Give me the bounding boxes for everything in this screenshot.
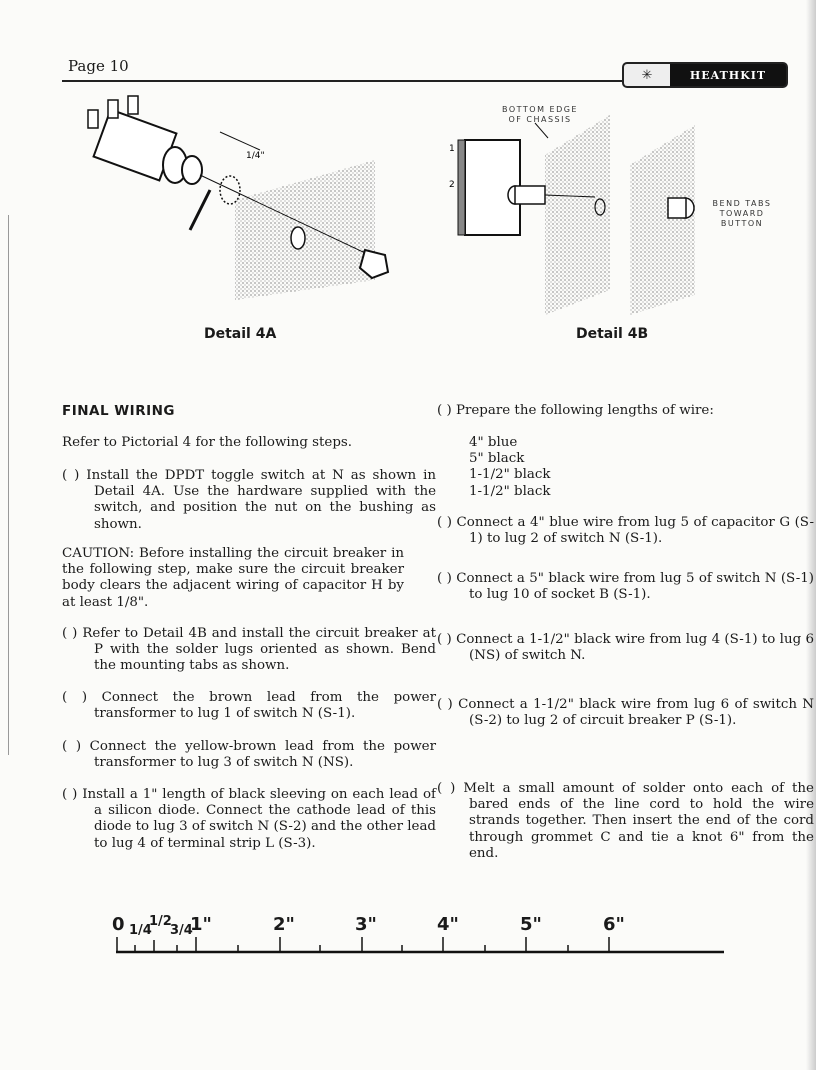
step-prepare-wires: ( ) Prepare the following lengths of wire: — [437, 403, 714, 418]
section-heading: FINAL WIRING — [62, 403, 176, 419]
bend-tabs-label: BEND TABS TOWARD BUTTON — [712, 199, 772, 228]
ruler-label-6: 6" — [603, 914, 625, 935]
step-1-5in-black-wire-b: ( ) Connect a 1-1/2" black wire from lug 6 of switch N (S-2) to lug 2 of circuit breaker P (S-1). — [437, 697, 814, 729]
intro-text: Refer to Pictorial 4 for the following steps. — [62, 435, 353, 450]
step-yellow-brown-lead: ( ) Connect the yellow-brown lead from the power transformer to lug 3 of switch N (NS). — [62, 739, 436, 771]
inch-ruler — [100, 935, 740, 955]
caution-note: CAUTION: Before installing the circuit breaker in the following step, make sure the circuit breaker body clears the adjacent wiring of capacitor H by at least 1/8". — [62, 546, 404, 610]
wire-item: 5" black — [469, 451, 525, 467]
ruler-fraction: 1/4 — [129, 923, 152, 938]
detail-4b-caption: Detail 4B — [576, 326, 649, 342]
panel-shape — [235, 160, 375, 300]
bottom-edge-label: BOTTOM EDGE OF CHASSIS — [502, 105, 578, 124]
step-install-toggle: ( ) Install the DPDT toggle switch at N as shown in Detail 4A. Use the hardware supplied with the switch, and position the nut on the bushing as shown. — [62, 468, 436, 532]
ruler-ticks — [117, 937, 609, 952]
logo-emblem-icon: ✳ — [624, 64, 670, 86]
lug-1-label: 1 — [449, 144, 455, 154]
header-rule — [62, 80, 622, 82]
heathkit-logo — [622, 62, 788, 88]
step-1-5in-black-wire-a: ( ) Connect a 1-1/2" black wire from lug 4 (S-1) to lug 6 (NS) of switch N. — [437, 632, 814, 664]
detail-4a-illustration — [70, 90, 400, 310]
dimension-label: 1/4" — [246, 151, 265, 161]
wire-item: 1-1/2" black — [469, 467, 551, 483]
step-blue-wire: ( ) Connect a 4" blue wire from lug 5 of capacitor G (S-1) to lug 2 of switch N (S-1). — [437, 515, 814, 547]
scan-binding-edge — [0, 215, 9, 755]
wire-item: 4" blue — [469, 435, 518, 450]
step-5in-black-wire: ( ) Connect a 5" black wire from lug 5 of switch N (S-1) to lug 10 of socket B (S-1). — [437, 571, 814, 603]
ruler-label-0: 0 — [112, 914, 125, 935]
logo-text: HEATHKIT — [689, 68, 767, 82]
ruler-label-3: 3" — [355, 914, 377, 935]
wire-item: 1-1/2" black — [469, 483, 551, 499]
step-line-cord: ( ) Melt a small amount of solder onto each of the bared ends of the line cord to hold the wire strands together. Then insert the end of the cord through grommet C and tie a knot 6" from the end. — [437, 781, 814, 861]
wire-list — [469, 435, 550, 500]
ruler-label-2: 2" — [273, 914, 295, 935]
page-number: Page 10 — [68, 57, 129, 75]
lug-2-label: 2 — [449, 180, 455, 190]
step-install-breaker: ( ) Refer to Detail 4B and install the circuit breaker at P with the solder lugs oriented as shown. Bend the mounting tabs as shown. — [62, 626, 436, 674]
ruler-label-1: 1" — [190, 914, 212, 935]
ruler-fraction: 3/4 — [170, 923, 193, 938]
ruler-label-4: 4" — [437, 914, 459, 935]
step-brown-lead: ( ) Connect the brown lead from the power transformer to lug 1 of switch N (S-1). — [62, 690, 436, 722]
detail-4a-caption: Detail 4A — [204, 326, 277, 342]
ruler-label-5: 5" — [520, 914, 542, 935]
ruler-fraction: 1/2 — [149, 914, 172, 929]
step-diode: ( ) Install a 1" length of black sleeving on each lead of a silicon diode. Connect the cathode lead of this diode to lug 3 of switch N (S-2) and the other lead to lug 4 of terminal strip L (S-3). — [62, 787, 436, 851]
